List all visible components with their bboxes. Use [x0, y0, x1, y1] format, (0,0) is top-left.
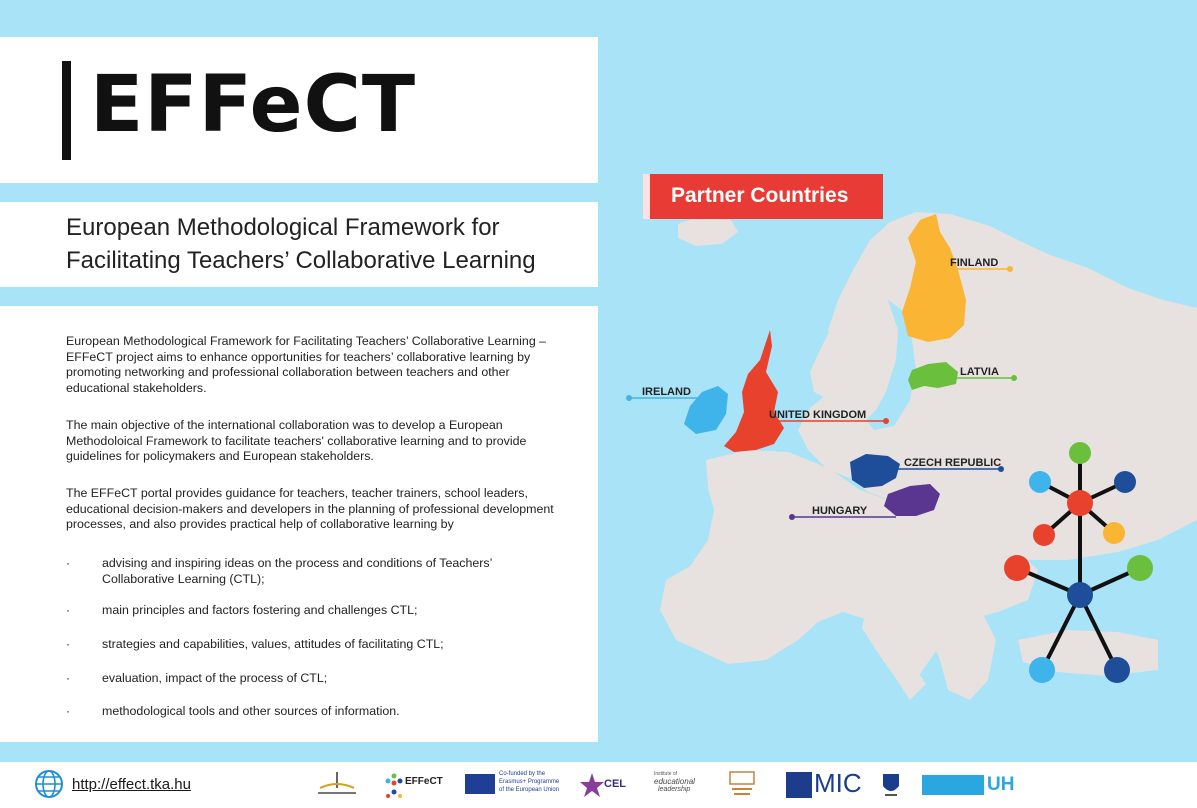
effect-logo-icon — [385, 772, 403, 798]
network-node — [1067, 490, 1093, 516]
mic-logo-text: MIC — [814, 768, 862, 798]
partner-countries-heading: Partner Countries — [671, 184, 849, 207]
title-panel — [0, 37, 598, 183]
title-accent-bar — [62, 61, 71, 160]
bullet-dot: · — [66, 603, 71, 617]
label-ireland: IRELAND — [642, 386, 691, 398]
mic-crest-icon — [786, 772, 812, 798]
cel-star-icon — [580, 772, 604, 798]
website-link[interactable]: http://effect.tka.hu — [72, 776, 191, 793]
leader-dot — [1011, 375, 1017, 381]
description-panel — [0, 306, 598, 742]
partner-countries-badge — [643, 174, 883, 219]
label-hungary: HUNGARY — [812, 505, 868, 517]
network-node — [1033, 524, 1055, 546]
eu-flag-icon — [465, 774, 495, 794]
uh-logo-text: UH — [987, 774, 1015, 795]
objective-paragraph: The main objective of the international collaboration was to develop a European Methodoloical Framework to facilitate teachers' collaborative learning and to provide guidelines for policymakers and European stakeholders. — [66, 418, 527, 463]
network-node — [1069, 442, 1091, 464]
network-node — [1103, 522, 1125, 544]
leader-dot — [883, 418, 889, 424]
bullet-text: methodological tools and other sources of information. — [102, 704, 400, 718]
iel-text-3: leadership — [658, 786, 691, 793]
label-united-kingdom: UNITED KINGDOM — [769, 409, 867, 421]
bullet-text: evaluation, impact of the process of CTL; — [102, 671, 328, 685]
effect-logo — [385, 770, 445, 800]
footer — [0, 762, 1197, 808]
bullet-dot: · — [66, 671, 71, 685]
network-node — [1004, 555, 1030, 581]
eu-erasmus-logo — [465, 770, 565, 800]
page-title: EFFeCT — [90, 60, 417, 150]
eu-text-2: Erasmus+ Programme — [499, 779, 560, 785]
globe-icon — [34, 769, 64, 799]
eu-text-3: of the European Union — [499, 787, 560, 793]
subtitle-panel — [0, 202, 598, 287]
label-finland: FINLAND — [950, 257, 999, 269]
network-node — [1029, 471, 1051, 493]
europe-map — [598, 0, 1197, 762]
npdi-logo — [728, 770, 756, 800]
network-node — [1029, 657, 1055, 683]
bullet-text: main principles and factors fostering and challenges CTL; — [102, 603, 418, 617]
network-node — [1114, 471, 1136, 493]
bullet-dot: · — [66, 637, 71, 651]
leader-dot — [1007, 266, 1013, 272]
effect-logo-text: EFFeCT — [405, 776, 443, 787]
eu-text-1: Co-funded by the — [499, 771, 546, 777]
network-node — [1104, 657, 1130, 683]
subtitle-line-2: Facilitating Teachers’ Collaborative Learning — [66, 247, 536, 274]
helsinki-logo — [922, 775, 984, 795]
mic-logo — [786, 770, 866, 800]
cel-logo — [580, 770, 636, 800]
network-node — [1067, 582, 1093, 608]
leader-dot — [626, 395, 632, 401]
cel-logo-text: CEL — [604, 778, 626, 790]
subtitle-line-1: European Methodological Framework for — [66, 214, 500, 241]
iel-text-1: Institute of — [654, 771, 678, 777]
bullet-dot: · — [66, 704, 71, 718]
network-node — [1127, 555, 1153, 581]
country-united-kingdom — [724, 330, 784, 452]
label-czech-republic: CZECH REPUBLIC — [904, 457, 1002, 469]
leader-dot — [789, 514, 795, 520]
iel-logo — [650, 770, 710, 800]
iel-text-2: educational — [654, 777, 695, 786]
badge-stripe — [643, 174, 650, 219]
bullet-text: advising and inspiring ideas on the process and conditions of Teachers’ Collaborative Learning (CTL); — [102, 556, 492, 586]
bullet-text: strategies and capabilities, values, attitudes of facilitating CTL; — [102, 637, 444, 651]
portal-paragraph: The EFFeCT portal provides guidance for teachers, teacher trainers, school leaders, educational decision-makers and developers in the planning of professional development processes, and also provides practical help of collaborative learning by — [66, 486, 554, 531]
bullet-dot: · — [66, 556, 71, 570]
intro-paragraph: European Methodological Framework for Facilitating Teachers’ Collaborative Learning – EFFeCT project aims to enhance opportunities for teachers’ collaborative learning by promoting networking and professional collaboration between teachers and other educational stakeholders. — [66, 334, 547, 395]
label-latvia: LATVIA — [960, 366, 999, 378]
tempus-logo — [312, 770, 362, 800]
crest-logo — [880, 770, 902, 800]
